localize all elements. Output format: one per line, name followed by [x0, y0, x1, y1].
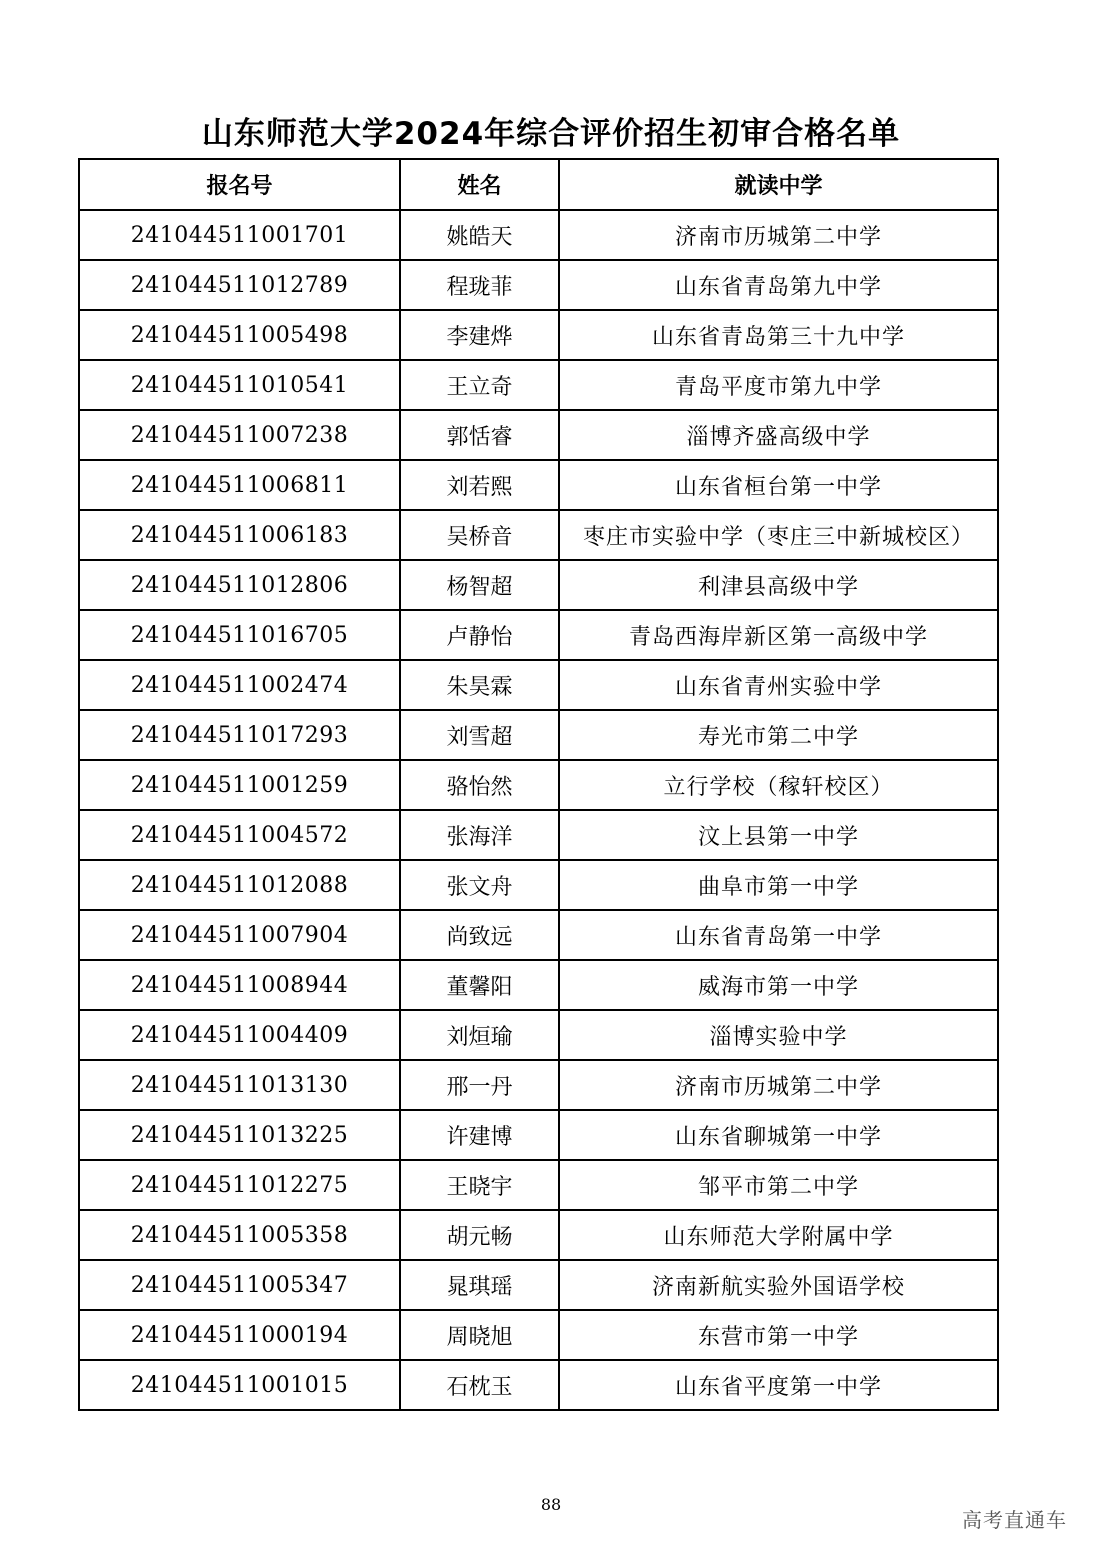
school-cell: 山东省青岛第三十九中学	[559, 310, 998, 360]
table-row	[79, 260, 998, 310]
page-title: 山东师范大学2024年综合评价招生初审合格名单	[201, 116, 901, 152]
school-cell: 淄博实验中学	[559, 1010, 998, 1060]
table-body	[79, 210, 998, 1410]
table-row	[79, 960, 998, 1010]
student-name-cell: 程珑菲	[400, 260, 559, 310]
student-name-cell: 董馨阳	[400, 960, 559, 1010]
registration-number-cell: 241044511016705	[79, 610, 400, 660]
table-row	[79, 1210, 998, 1260]
student-name-cell: 刘若熙	[400, 460, 559, 510]
column-header-registration-number: 报名号	[79, 159, 400, 210]
table-row	[79, 1160, 998, 1210]
registration-number-cell: 241044511001259	[79, 760, 400, 810]
registration-number-cell: 241044511007238	[79, 410, 400, 460]
table-row	[79, 1260, 998, 1310]
registration-number-cell: 241044511008944	[79, 960, 400, 1010]
registration-number-cell: 241044511006183	[79, 510, 400, 560]
registration-number-cell: 241044511010541	[79, 360, 400, 410]
student-name-cell: 卢静怡	[400, 610, 559, 660]
student-name-cell: 刘烜瑜	[400, 1010, 559, 1060]
student-name-cell: 尚致远	[400, 910, 559, 960]
school-cell: 汶上县第一中学	[559, 810, 998, 860]
school-cell: 山东省青岛第九中学	[559, 260, 998, 310]
table-row	[79, 710, 998, 760]
registration-number-cell: 241044511002474	[79, 660, 400, 710]
registration-number-cell: 241044511006811	[79, 460, 400, 510]
student-name-cell: 姚皓天	[400, 210, 559, 260]
student-name-cell: 刘雪超	[400, 710, 559, 760]
student-name-cell: 胡元畅	[400, 1210, 559, 1260]
school-cell: 寿光市第二中学	[559, 710, 998, 760]
student-name-cell: 邢一丹	[400, 1060, 559, 1110]
table-row	[79, 1110, 998, 1160]
student-name-cell: 王立奇	[400, 360, 559, 410]
table-row	[79, 660, 998, 710]
school-cell: 山东省平度第一中学	[559, 1360, 998, 1410]
registration-number-cell: 241044511012275	[79, 1160, 400, 1210]
student-name-cell: 朱昊霖	[400, 660, 559, 710]
registration-number-cell: 241044511007904	[79, 910, 400, 960]
school-cell: 淄博齐盛高级中学	[559, 410, 998, 460]
school-cell: 济南市历城第二中学	[559, 210, 998, 260]
column-header-school: 就读中学	[559, 159, 998, 210]
table-row	[79, 360, 998, 410]
table-row	[79, 910, 998, 960]
table-row	[79, 1010, 998, 1060]
student-name-cell: 张海洋	[400, 810, 559, 860]
student-name-cell: 石枕玉	[400, 1360, 559, 1410]
student-name-cell: 张文舟	[400, 860, 559, 910]
candidate-table	[78, 158, 999, 1411]
registration-number-cell: 241044511005358	[79, 1210, 400, 1260]
watermark: 高考直通车	[962, 1508, 1067, 1532]
student-name-cell: 李建烨	[400, 310, 559, 360]
table-row	[79, 810, 998, 860]
registration-number-cell: 241044511017293	[79, 710, 400, 760]
student-name-cell: 吴桥音	[400, 510, 559, 560]
student-name-cell: 王晓宇	[400, 1160, 559, 1210]
registration-number-cell: 241044511001701	[79, 210, 400, 260]
table-row	[79, 210, 998, 260]
student-name-cell: 许建博	[400, 1110, 559, 1160]
school-cell: 邹平市第二中学	[559, 1160, 998, 1210]
registration-number-cell: 241044511005498	[79, 310, 400, 360]
table-row	[79, 1360, 998, 1410]
student-name-cell: 杨智超	[400, 560, 559, 610]
school-cell: 山东省青州实验中学	[559, 660, 998, 710]
student-name-cell: 周晓旭	[400, 1310, 559, 1360]
school-cell: 威海市第一中学	[559, 960, 998, 1010]
student-name-cell: 晁琪瑶	[400, 1260, 559, 1310]
school-cell: 山东省桓台第一中学	[559, 460, 998, 510]
school-cell: 青岛西海岸新区第一高级中学	[559, 610, 998, 660]
registration-number-cell: 241044511012088	[79, 860, 400, 910]
registration-number-cell: 241044511013225	[79, 1110, 400, 1160]
school-cell: 立行学校（稼轩校区）	[559, 760, 998, 810]
school-cell: 枣庄市实验中学（枣庄三中新城校区）	[559, 510, 998, 560]
registration-number-cell: 241044511013130	[79, 1060, 400, 1110]
registration-number-cell: 241044511004409	[79, 1010, 400, 1060]
table-row	[79, 860, 998, 910]
table-row	[79, 610, 998, 660]
school-cell: 山东省青岛第一中学	[559, 910, 998, 960]
registration-number-cell: 241044511001015	[79, 1360, 400, 1410]
school-cell: 山东省聊城第一中学	[559, 1110, 998, 1160]
school-cell: 济南市历城第二中学	[559, 1060, 998, 1110]
table-row	[79, 410, 998, 460]
table-row	[79, 560, 998, 610]
registration-number-cell: 241044511004572	[79, 810, 400, 860]
school-cell: 曲阜市第一中学	[559, 860, 998, 910]
school-cell: 山东师范大学附属中学	[559, 1210, 998, 1260]
school-cell: 济南新航实验外国语学校	[559, 1260, 998, 1310]
column-header-name: 姓名	[400, 159, 559, 210]
school-cell: 青岛平度市第九中学	[559, 360, 998, 410]
table-row	[79, 460, 998, 510]
registration-number-cell: 241044511012789	[79, 260, 400, 310]
registration-number-cell: 241044511012806	[79, 560, 400, 610]
table-row	[79, 1310, 998, 1360]
student-name-cell: 郭恬睿	[400, 410, 559, 460]
school-cell: 东营市第一中学	[559, 1310, 998, 1360]
table-row	[79, 760, 998, 810]
registration-number-cell: 241044511005347	[79, 1260, 400, 1310]
table-row	[79, 510, 998, 560]
table-row	[79, 1060, 998, 1110]
student-name-cell: 骆怡然	[400, 760, 559, 810]
registration-number-cell: 241044511000194	[79, 1310, 400, 1360]
page-number: 88	[540, 1495, 562, 1514]
table-row	[79, 310, 998, 360]
school-cell: 利津县高级中学	[559, 560, 998, 610]
table-header-row	[79, 159, 998, 210]
